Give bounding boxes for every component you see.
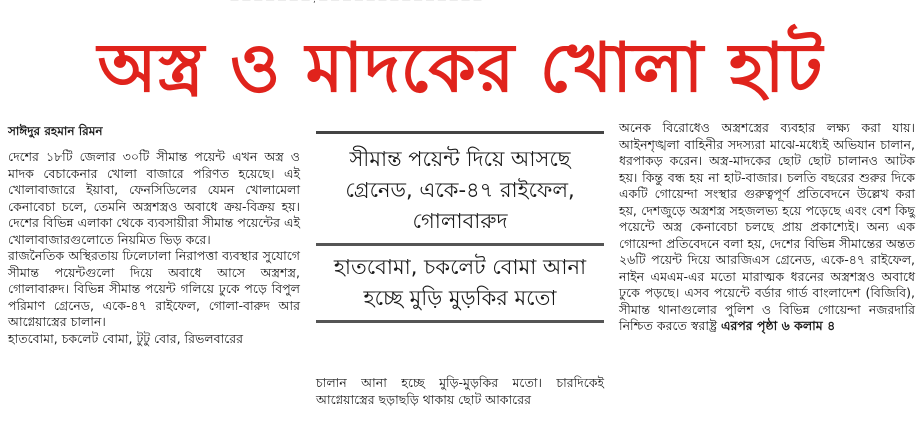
paragraph: হাতবোমা, চকলেট বোমা, টুটু বোর, রিভলবারের [8, 330, 243, 346]
paragraph [619, 120, 915, 335]
byline: সাঈদুর রহমান রিমন [8, 124, 103, 138]
article-column-3 [619, 120, 915, 335]
pull-quote-1: সীমান্ত পয়েন্ট দিয়ে আসছে গ্রেনেড, একে-৪৭ রাইফেল, গোলাবারুদ [345, 147, 575, 233]
paragraph: চালান আনা হচ্ছে মুড়ি-মুড়কির মতো। চারদিকেই আগ্নেয়াস্ত্রের ছড়াছড়ি থাকায় ছোট আকারের [316, 375, 604, 407]
top-strip [0, 0, 921, 10]
pull-quote-box [316, 131, 604, 323]
paragraph-text: অনেক বিরোধেও অস্ত্রশস্ত্রের ব্যবহার লক্ষ্য করা যায়। আইনশৃঙ্খলা বাহিনীর সদস্যরা মাঝে-মধ্যেই অভিযান চালান, ধরপাকড় করেন। অস্ত্র-মাদকের ছোট ছোট চালানও আটক হয়। কিন্তু বন্ধ হয় না হাট-বাজার। চলতি বছরের শুরুর দিকে একটি গোয়েন্দা সংস্থার গুরুত্বপূর্ণ প্রতিবেদনে উল্লেখ করা হয়, দেশজুড়ে অস্ত্রশস্ত্র সহজলভ্য হয়ে পড়েছে এবং বেশ কিছু পয়েন্টে অস্ত্র কেনাবেচা চলছে প্রায় প্রকাশ্যেই। অন্য এক গোয়েন্দা প্রতিবেদনে বলা হয়, দেশের বিভিন্ন সীমান্তের অন্তত ২৬টি পয়েন্ট দিয়ে আরজিএস গ্রেনেড, একে-৪৭ রাইফেল, নাইন এমএম-এর মতো মারাত্মক ধরনের অস্ত্রশস্ত্রও অবাধে ঢুকে পড়ছে। এসব পয়েন্টে বর্ডার গার্ড বাংলাদেশ (বিজিবি), সীমান্ত থানাগুলোর পুলিশ ও বিভিন্ন গোয়েন্দা নজরদারি নিশ্চিত করতে স্বরাষ্ট্র [619, 120, 915, 333]
paragraph: রাজনৈতিক অস্থিরতায় ঢিলেঢালা নিরাপত্তা ব্যবস্থার সুযোগে সীমান্ত পয়েন্টগুলো দিয়ে অবাধে আসে অস্ত্রশস্ত্র, গোলাবারুদ। বিভিন্ন সীমান্ত পয়েন্ট গলিয়ে ঢুকে পড়ে বিপুল পরিমাণ গ্রেনেড, একে-৪৭ রাইফেল, গোলা-বারুদ আর আগ্নেয়াস্ত্রের চালান। [8, 248, 300, 329]
continuation-jump[interactable]: এরপর পৃষ্ঠা ৬ কলাম ৪ [720, 318, 836, 333]
pull-quote-2: হাতবোমা, চকলেট বোমা আনা হচ্ছে মুড়ি মুড়কির মতো [316, 243, 604, 320]
article-column-1 [8, 149, 300, 347]
top-strip-text: — — — — — — — , — — — — — — — — — — — — — — [230, 0, 482, 5]
paragraph: দেশের ১৮টি জেলার ৩০টি সীমান্ত পয়েন্ট এখন অস্ত্র ও মাদক বেচাকেনার খোলা বাজারে পরিণত হয়েছে। এই খোলাবাজারে ইয়াবা, ফেনসিডিলের যেমন খোলামেলা কেনাবেচা চলে, তেমনি অস্ত্রশস্ত্রও অবাধে ক্রয়-বিক্রয় হয়। দেশের বিভিন্ন এলাকা থেকে ব্যবসায়ীরা সীমান্ত পয়েন্টের এই খোলাবাজারগুলোতে নিয়মিত ভিড় করে। [8, 149, 300, 247]
headline: অস্ত্র ও মাদকের খোলা হাট [97, 29, 824, 108]
article-column-2 [316, 375, 604, 408]
pull-quote-bottom-rule [316, 320, 604, 323]
